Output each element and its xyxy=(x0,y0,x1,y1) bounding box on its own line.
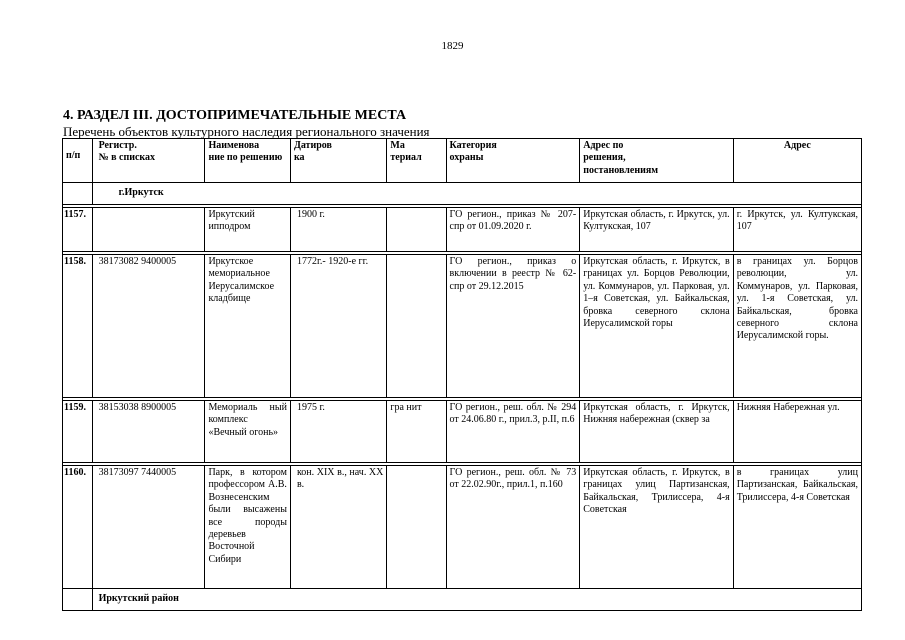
header-date: Датиров ка xyxy=(290,139,386,183)
table-row xyxy=(63,208,862,252)
header-material: Ма териал xyxy=(387,139,446,183)
cell-date: 1772г.- 1920-е гг. xyxy=(290,255,386,398)
cell-name: Мемориаль ный комплекс «Вечный огонь» xyxy=(205,401,290,463)
cell-date: 1900 г. xyxy=(290,208,386,252)
cell-material: гра нит xyxy=(387,401,446,463)
header-num: п/п xyxy=(63,139,93,183)
cell-reg: 38173097 7440005 xyxy=(92,466,205,589)
cell-num: 1160. xyxy=(63,466,93,589)
cell-category: ГО регион., приказ о включении в реестр № 62- спр от 29.12.2015 xyxy=(446,255,580,398)
cell-category: ГО регион., реш. обл. № 294 от 24.06.80 г., прил.3, р.II, п.6 xyxy=(446,401,580,463)
table-row xyxy=(63,255,862,398)
page-number: 1829 xyxy=(441,40,464,52)
cell-reg: 38153038 8900005 xyxy=(92,401,205,463)
header-reg: Регистр. № в списках xyxy=(92,139,205,183)
header-name: Наименова ние по решению xyxy=(205,139,290,183)
cell-address-decision: Иркутская область, г. Иркутск, ул. Култукская, 107 xyxy=(580,208,733,252)
cell-reg: 38173082 9400005 xyxy=(92,255,205,398)
cell-name: Парк, в котором профессором А.В. Вознесенским были высажены все породы деревьев Восточной Сибири xyxy=(205,466,290,589)
cell-name: Иркутское мемориальное Иерусалимское кладбище xyxy=(205,255,290,398)
cell-num: 1159. xyxy=(63,401,93,463)
header-category: Категория охраны xyxy=(446,139,580,183)
cell-address-decision: Иркутская область, г. Иркутск, Нижняя набережная (сквер за xyxy=(580,401,733,463)
cell-address: Нижняя Набережная ул. xyxy=(733,401,861,463)
section-title: 4. РАЗДЕЛ III. ДОСТОПРИМЕЧАТЕЛЬНЫЕ МЕСТА xyxy=(63,108,407,123)
heritage-table xyxy=(62,138,862,611)
header-address: Адрес xyxy=(733,139,861,183)
header-row xyxy=(63,139,862,183)
cell-category: ГО регион., реш. обл. № 73 от 22.02.90г., прил.1, п.160 xyxy=(446,466,580,589)
group-row xyxy=(63,589,862,611)
cell-date: кон. XIX в., нач. XX в. xyxy=(290,466,386,589)
header-address-decision: Адрес по решения, постановлениям xyxy=(580,139,733,183)
table-subtitle: Перечень объектов культурного наследия регионального значения xyxy=(63,124,430,139)
cell-material xyxy=(387,466,446,589)
cell-date: 1975 г. xyxy=(290,401,386,463)
cell-num: 1157. xyxy=(63,208,93,252)
cell-address: г. Иркутск, ул. Култукская, 107 xyxy=(733,208,861,252)
table-row xyxy=(63,466,862,589)
cell-name: Иркутский ипподром xyxy=(205,208,290,252)
group-label: Иркутский район xyxy=(92,589,861,611)
cell-address: в границах ул. Борцов революции, ул. Коммунаров, ул. Парковая, ул. 1-я Советская, ул. Байкальская, бровка северного склона Иерусалимской горы. xyxy=(733,255,861,398)
cell-category: ГО регион., приказ № 207- спр от 01.09.2020 г. xyxy=(446,208,580,252)
table-row xyxy=(63,401,862,463)
cell-address-decision: Иркутская область, г. Иркутск, в границах ул. Борцов Революции, ул. Коммунаров, ул. Парковая, ул. 1–я Советская, ул. Байкальская, бровка северного склона Иерусалимской горы xyxy=(580,255,733,398)
cell-address: в границах улиц Партизанская, Байкальская, Трилиссера, 4-я Советская xyxy=(733,466,861,589)
cell-reg xyxy=(92,208,205,252)
group-label: г.Иркутск xyxy=(92,183,861,205)
cell-material xyxy=(387,255,446,398)
cell-num: 1158. xyxy=(63,255,93,398)
cell-material xyxy=(387,208,446,252)
cell-address-decision: Иркутская область, г. Иркутск, в границах улиц Партизанская, Байкальская, Трилиссера, 4-я Советская xyxy=(580,466,733,589)
group-row xyxy=(63,183,862,205)
